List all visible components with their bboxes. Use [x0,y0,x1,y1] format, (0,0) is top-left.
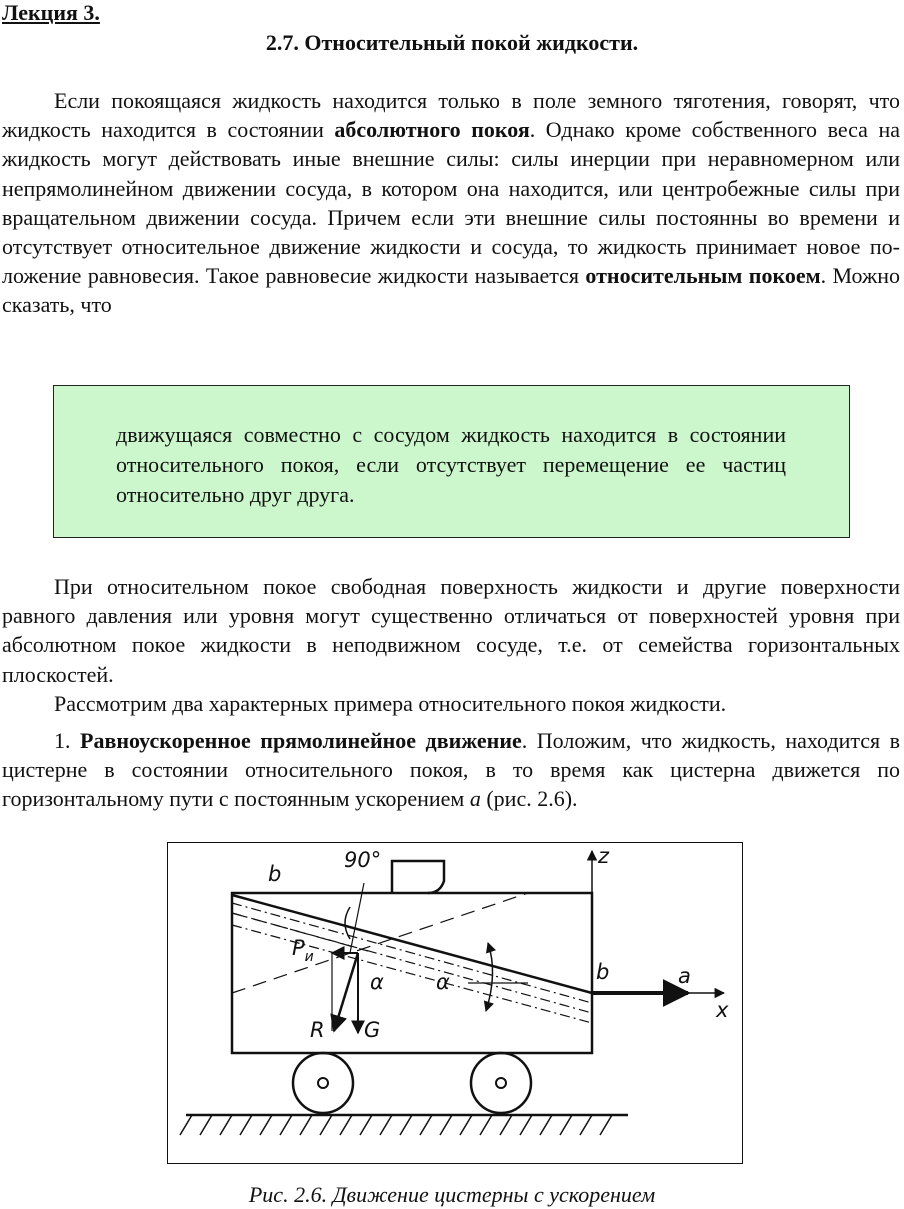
label-alpha-left: α [370,970,384,994]
intro-text-2: . Однако кроме собственного веса на жидкость могут действовать иные внешние силы: силы инерции при неравномерном или непрямолинейном движении сосуда, в котором она находится, или центробежные силы при вращательном движении сосуда. Причем если эти внешние силы постоянны во времени и отсутствует относительное движение жидкости и сосуда, то жидкость принимает новое положение равновесия. Такое равновесие жидкости называется [2,117,901,289]
paragraph-intro [2,86,900,320]
isobar-1 [232,903,592,1003]
item-text-2: (рис. 2.6). [480,786,578,812]
term-uniform-motion: Равноускоренное прямолинейное движение [80,728,522,753]
label-a: a [678,964,691,988]
axle-right [496,1078,506,1088]
item-text-1: . Положим, что жидкость, находится в цистерне в состоянии относительного покоя, в то время как цистерна движется по горизонтальному пути с постоянным ускорением [2,728,901,812]
resultant-vector-R [334,953,358,1031]
wheel-right [471,1053,531,1113]
definition-box [53,385,850,538]
acceleration-symbol: a [469,786,481,812]
label-b-right: b [596,960,610,984]
alpha-arc [486,943,493,1011]
section-title: 2.7. Относительный покой жидкости. [265,30,639,55]
paragraph-examples: Рассмотрим два характерных примера относительного покоя жидкости. [54,691,727,716]
lecture-number: Лекция 3. [2,0,100,25]
item-number: 1. [54,728,81,753]
label-90-degrees: 90° [344,848,382,872]
term-absolute-rest: абсолютного покоя [334,117,530,143]
tank-diagram-svg [168,843,744,1165]
axle-left [318,1078,328,1088]
ground-hatching [180,1115,612,1135]
figure-tank-diagram [167,842,743,1164]
label-R: R [310,1018,325,1042]
intro-text-1: Если покоящаяся жидкость находится только в поле земного тяготения, говорят, что жидкость находится в состоянии [2,88,900,143]
label-inertia-force: $P_и$ [292,936,314,965]
label-z-axis: z [598,844,610,868]
figure-caption: Рис. 2.6. Движение цистерны с ускорением [248,1182,656,1207]
label-b-left: b [268,862,282,886]
term-relative-rest: относительным покоем [585,263,821,289]
isobar-3 [232,925,592,1023]
definition-text: движущаяся совместно с сосудом жидкость находится в состоянии относительного покоя, если отсутствует перемещение ее частиц относительно друг друга. [116,422,786,507]
paragraph-surfaces: При относительном покое свободная поверхность жидкости и другие поверхности равного давления или уровня могут существенно отличаться от поверхностей уровня при абсолютном покое жидкости в неподвижном сосуде, т.е. от семейства горизонтальных плоскостей. [2,574,900,687]
label-x-axis: x [716,998,729,1022]
tank-body [232,893,592,1053]
intro-text-3: . Можно сказать, что [2,263,900,318]
label-alpha-right: α [436,970,450,994]
label-G: G [364,1018,381,1042]
right-angle-arc [345,907,350,939]
liquid-surface [232,895,592,993]
wheel-left [293,1053,353,1113]
paragraph-uniform-acceleration [2,726,900,814]
tank-cap [392,861,444,893]
